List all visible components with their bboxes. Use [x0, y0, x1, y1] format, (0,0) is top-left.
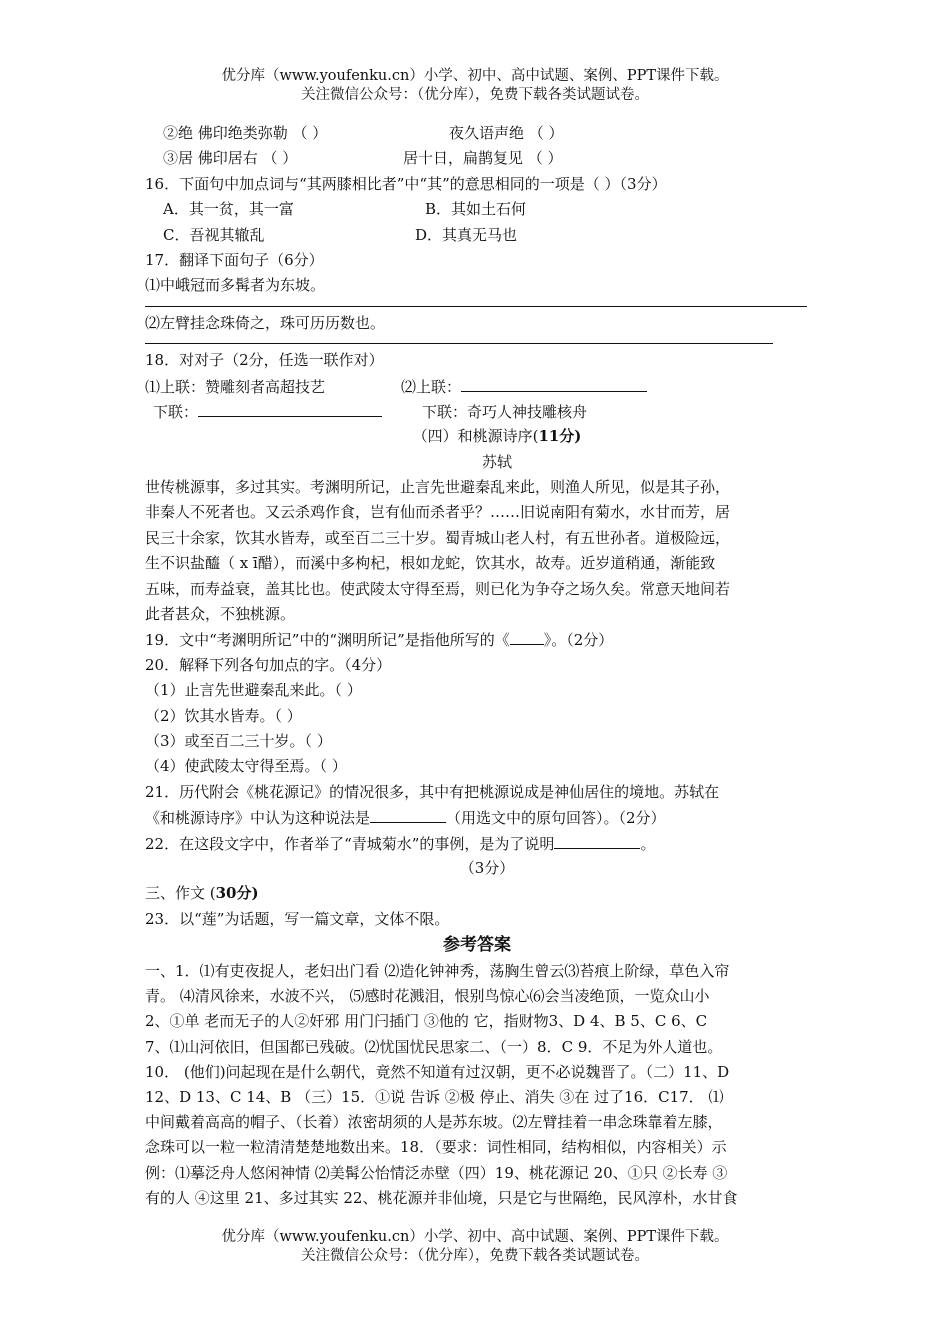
q15-row2-left: ②绝 佛印绝类弥勒 （ ）	[163, 124, 328, 142]
q15-row-3	[145, 146, 809, 171]
q20-item-2: （2）饮其水皆寿。（ ）	[145, 706, 302, 725]
q21-blank	[370, 805, 446, 823]
document-body	[145, 121, 809, 1211]
answer-line-4: 7、⑴山河依旧，但国都已残破。⑵忧国忧民思家二、（一）8．C 9．不足为外人道也。	[145, 1037, 723, 1056]
q21-line-1: 21．历代附会《桃花源记》的情况很多，其中有把桃源说成是神仙居住的境地。苏轼在	[145, 782, 720, 801]
q22-blank	[554, 831, 640, 849]
page-header	[0, 67, 950, 105]
q17-sentence-1: ⑴中峨冠而多髯者为东坡。	[145, 276, 326, 295]
q15-row3-right: 居十日，扁鹊复见 （ ）	[403, 149, 563, 168]
q21-line-2	[145, 805, 809, 830]
q22-text: 22．在这段文字中，作者举了“青城菊水”的事例，是为了说明	[145, 834, 555, 853]
section-3-title	[145, 881, 809, 906]
q18-upper-row	[145, 374, 809, 399]
answer-line-7: 中间戴着高高的帽子、（长着）浓密胡须的人是苏东坡。⑵左臂挂着一串念珠靠着左膝，	[145, 1113, 723, 1132]
q18-lower-2: 下联：奇巧人神技雕核舟	[422, 402, 588, 421]
q16-option-a: A．其一贫，其一富	[163, 200, 294, 219]
answer-line-3: 2、①单 老而无子的人②奸邪 用门闩插门 ③他的 它，指财物3、D 4、B 5、C 6、C	[145, 1012, 708, 1031]
q16-option-b: B．其如土石何	[425, 200, 527, 219]
q22-tail: 。	[640, 834, 656, 853]
q23: 23．以“莲”为话题，写一篇文章，文体不限。	[145, 909, 450, 928]
answer-line-5: 10． (他们)问起现在是什么朝代，竟然不知道有过汉朝，更不必说魏晋了。（二）11、D	[145, 1062, 730, 1081]
answer-line	[145, 306, 807, 307]
passage-line-5: 五味，而寿益衰，盖其比也。使武陵太守得至焉，则已化为争夺之场久矣。常意天地间若	[145, 579, 731, 598]
answer-line-6: 12、D 13、C 14、B （三）15．①说 告诉 ②极 停止、消失 ③在 过了16．C17． ⑴	[145, 1088, 724, 1107]
q16-option-c: C．吾视其辙乱	[163, 225, 265, 244]
passage-line-4: 生不识盐醯（ x ī醋），而溪中多枸杞，根如龙蛇，饮其水，故寿。近岁道稍通，渐能致	[145, 554, 716, 573]
q18-upper-2: ⑵上联：	[401, 377, 462, 396]
q20-item-1: （1）止言先世避秦乱来此。（ ）	[145, 681, 362, 700]
footer-line-2: 关注微信公众号：（优分库），免费下载各类试题试卷。	[301, 1248, 649, 1264]
q19-text: 19．文中“考渊明所记”中的“渊明所记”是指他所写的《	[145, 631, 510, 650]
header-line-2: 关注微信公众号：（优分库），免费下载各类试题试卷。	[301, 87, 649, 103]
passage-line-1: 世传桃源事，多过其实。考渊明所记，止言先世避秦乱来此，则渔人所见，似是其子孙，	[145, 478, 731, 497]
answer-line-1: 一、1．⑴有吏夜捉人，老妇出门看 ⑵造化钟神秀，荡胸生曾云⑶苔痕上阶绿，草色入帘	[145, 962, 730, 981]
q19-blank	[510, 627, 544, 645]
answers-title: 参考答案	[443, 935, 511, 956]
passage-line-2: 非秦人不死者也。又云杀鸡作食，岂有仙而杀者乎？……旧说南阳有菊水，水甘而芳，居	[145, 503, 731, 522]
q18-upper-1: ⑴上联：赞雕刻者高超技艺	[145, 377, 326, 396]
section-3-score: 30分)	[215, 884, 259, 903]
answer-line-2: 青。 ⑷清风徐来，水波不兴， ⑸感时花溅泪，恨别鸟惊心⑹会当凌绝顶，一览众山小	[145, 987, 710, 1006]
q18-lower-row	[145, 399, 809, 424]
q20-item-4: （4）使武陵太守得至焉。（ ）	[145, 757, 347, 776]
q18-lower-1: 下联：	[153, 402, 199, 421]
answer-line-9: 例：⑴摹泛舟人悠闲神情 ⑵美髯公怡情泛赤壁（四）19、桃花源记 20、①只 ②长寿 ③	[145, 1163, 728, 1182]
q20-item-3: （3）或至百二三十岁。（ ）	[145, 731, 332, 750]
q16-options-ab	[145, 197, 809, 222]
q16-option-d: D．其真无马也	[415, 225, 518, 244]
q15-row-2	[145, 121, 809, 146]
q16-stem: 16．下面句中加点词与“其两膝相比者”中“其”的意思相同的一项是（ ）（3分）	[145, 174, 667, 193]
q15-row3-left: ③居 佛印居右 （ ）	[163, 149, 298, 168]
q18-lower-1-blank	[198, 399, 382, 417]
author: 苏轼	[481, 452, 512, 471]
answer-line-8: 念珠可以一粒一粒清清楚楚地数出来。18．（要求：词性相同，结构相似，内容相关）示	[145, 1138, 727, 1157]
passage-line-6: 此者甚众，不独桃源。	[145, 605, 296, 624]
q17-sentence-2: ⑵左臂挂念珠倚之，珠可历历数也。	[145, 313, 386, 332]
page-footer	[0, 1228, 950, 1266]
q22-score: （3分）	[459, 858, 515, 877]
q20-stem: 20．解释下列各句加点的字。（4分）	[145, 655, 392, 674]
header-line-1: 优分库（www.youfenku.cn）小学、初中、高中试题、案例、PPT课件下载。	[221, 68, 729, 84]
footer-line-1: 优分库（www.youfenku.cn）小学、初中、高中试题、案例、PPT课件下载。	[221, 1229, 729, 1245]
q19-tail: 》。（2分）	[543, 631, 614, 650]
q17-stem: 17．翻译下面句子（6分）	[145, 250, 324, 269]
q18-upper-2-blank	[461, 374, 647, 392]
section-4-title-text: （四）和桃源诗序(	[412, 427, 539, 446]
section-3-text: 三、作文 (	[145, 884, 216, 903]
section-4-title	[145, 424, 809, 449]
q19	[145, 627, 809, 652]
q21-tail: （用选文中的原句回答）。（2分）	[446, 809, 666, 828]
q21-text: 《和桃源诗序》中认为这种说法是	[145, 809, 371, 828]
passage-line-3: 民三十余家，饮其水皆寿，或至百二三十岁。蜀青城山老人村，有五世孙者。道极险远，	[145, 528, 731, 547]
answer-line	[145, 343, 773, 344]
section-4-score: 11分)	[538, 427, 582, 446]
q16-options-cd	[145, 223, 809, 248]
q22	[145, 831, 809, 856]
q18-stem: 18．对对子（2分，任选一联作对）	[145, 351, 384, 370]
answer-line-10: 有的人 ④这里 21、多过其实 22、桃花源并非仙境，只是它与世隔绝，民风淳朴，水甘食	[145, 1188, 738, 1207]
q15-row2-right: 夜久语声绝 （ ）	[449, 124, 564, 142]
